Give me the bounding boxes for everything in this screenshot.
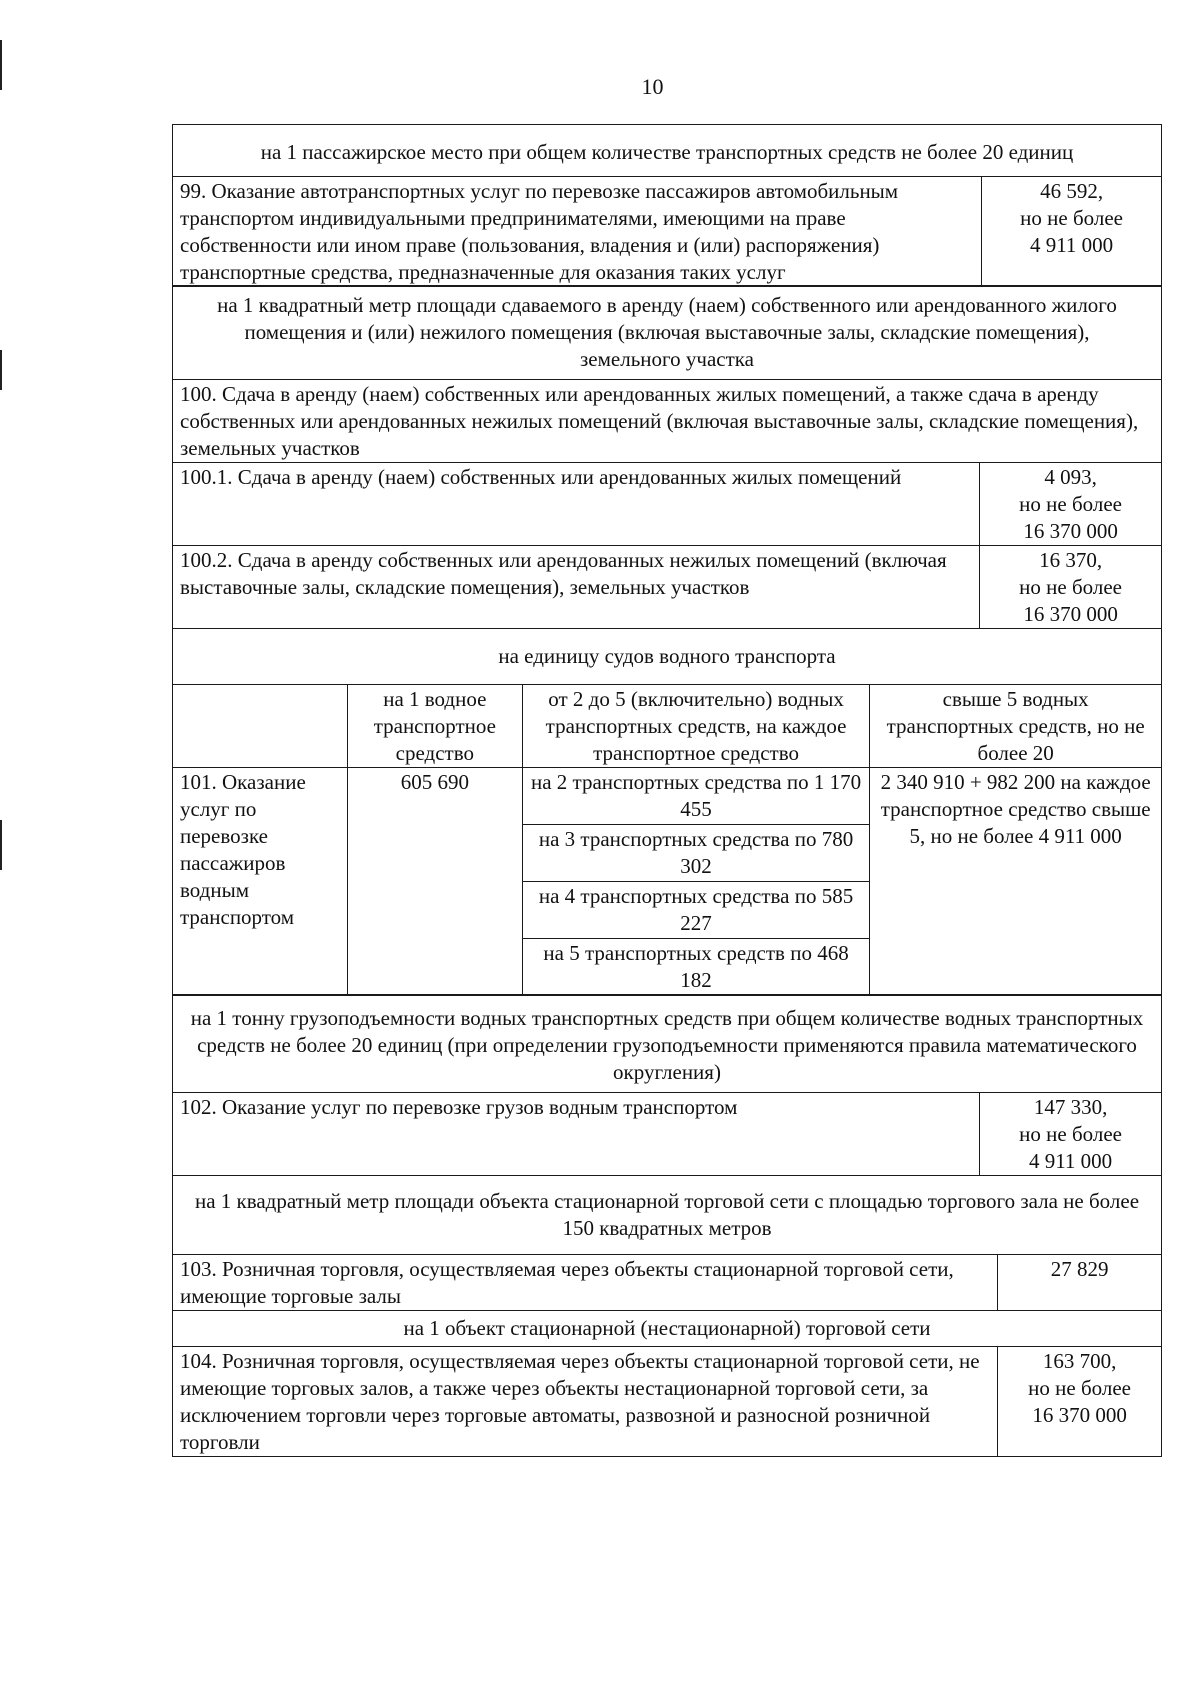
section-header: на единицу судов водного транспорта	[173, 628, 1162, 684]
item-100-1-text: 100.1. Сдача в аренду (наем) собственных или арендованных жилых помещений	[173, 463, 980, 546]
table-row	[173, 177, 1162, 287]
scan-edge-mark	[0, 820, 2, 870]
item-100-text: 100. Сдача в аренду (наем) собственных или арендованных жилых помещений, а также сдача в аренду собственных или арендованных нежилых помещений (включая выставочные залы, складские помещения), земельных участков	[173, 380, 1162, 463]
table-row	[173, 463, 1162, 546]
table-water-passenger	[172, 628, 1162, 996]
item-99-value	[982, 177, 1162, 287]
item-100-1-value	[980, 463, 1162, 546]
value-limit-label: но не более	[1019, 492, 1122, 517]
item-99-text: 99. Оказание автотранспортных услуг по перевозке пассажиров автомобильным транспортом индивидуальными предпринимателями, имеющими на праве собственности или ином праве (пользования, владения и (или) распоряжения) транспортные средства, предназначенные для оказания таких услуг	[173, 177, 982, 287]
page-number: 10	[641, 74, 664, 99]
scan-edge-mark	[0, 350, 2, 390]
item-103-value: 27 829	[998, 1254, 1162, 1310]
value-amount: 147 330,	[1033, 1095, 1108, 1120]
item-104-text: 104. Розничная торговля, осуществляемая через объекты стационарной торговой сети, не имеющие торговых залов, а также через объекты нестационарной торговой сети, за исключением торговли через торговые автоматы, развозной и разносной розничной торговли	[173, 1346, 998, 1456]
section-header: на 1 квадратный метр площади объекта стационарной торговой сети с площадью торгового зала не более 150 квадратных метров	[173, 1175, 1162, 1254]
section-header: на 1 пассажирское место при общем количестве транспортных средств не более 20 единиц	[173, 125, 1162, 177]
item-102-text: 102. Оказание услуг по перевозке грузов водным транспортом	[173, 1093, 980, 1176]
table-water-cargo	[172, 994, 1162, 1176]
item-103-text: 103. Розничная торговля, осуществляемая через объекты стационарной торговой сети, имеющие торговые залы	[173, 1254, 998, 1310]
table-row	[173, 286, 1162, 380]
table-rent	[172, 285, 1162, 629]
table-row	[173, 1093, 1162, 1176]
item-102-value	[980, 1093, 1162, 1176]
item-104-value	[998, 1346, 1162, 1456]
tier-5-value: на 5 транспортных средств по 468 182	[523, 938, 870, 995]
column-header-2-to-5: от 2 до 5 (включительно) водных транспортных средств, на каждое транспортное средство	[522, 684, 870, 767]
item-101-single-value: 605 690	[347, 767, 522, 995]
value-limit: 4 911 000	[1029, 233, 1114, 257]
table-retail	[172, 1175, 1162, 1457]
table-row	[173, 628, 1162, 684]
table-row	[173, 684, 1162, 767]
item-101-text: 101. Оказание услуг по перевозке пассажиров водным транспортом	[173, 767, 348, 995]
table-passenger-auto	[172, 124, 1162, 287]
empty-header-cell	[173, 684, 348, 767]
tier-4-value: на 4 транспортных средства по 585 227	[523, 881, 870, 938]
item-101-over-5-value: 2 340 910 + 982 200 на каждое транспортное средство свыше 5, но не более 4 911 000	[870, 767, 1162, 995]
table-row	[173, 1346, 1162, 1456]
table-row	[173, 1175, 1162, 1254]
item-101-tiers	[522, 767, 870, 995]
table-row	[173, 125, 1162, 177]
value-limit-label: но не более	[1019, 1122, 1122, 1147]
value-limit: 16 370 000	[1023, 602, 1118, 627]
table-row	[173, 995, 1162, 1093]
value-amount: 46 592,	[1040, 179, 1104, 203]
table-row	[173, 380, 1162, 463]
section-header: на 1 квадратный метр площади сдаваемого в аренду (наем) собственного или арендованного жилого помещения и (или) нежилого помещения (включая выставочные залы, складские помещения), земельного участка	[173, 286, 1162, 380]
value-amount: 163 700,	[1042, 1348, 1117, 1373]
table-row	[173, 546, 1162, 629]
value-limit: 4 911 000	[1028, 1149, 1113, 1174]
value-limit-label: но не более	[1019, 575, 1122, 600]
value-limit: 16 370 000	[1032, 1402, 1127, 1427]
tier-3-value: на 3 транспортных средства по 780 302	[523, 824, 870, 881]
table-row	[173, 1310, 1162, 1346]
tax-rate-document	[172, 124, 1162, 1457]
tier-2-value: на 2 транспортных средства по 1 170 455	[530, 769, 862, 821]
table-row	[173, 1254, 1162, 1310]
section-header: на 1 объект стационарной (нестационарной) торговой сети	[173, 1310, 1162, 1346]
item-100-2-value	[980, 546, 1162, 629]
section-header: на 1 тонну грузоподъемности водных транспортных средств при общем количестве водных транспортных средств не более 20 единиц (при определении грузоподъемности применяются правила математического округления)	[173, 995, 1162, 1093]
item-100-2-text: 100.2. Сдача в аренду собственных или арендованных нежилых помещений (включая выставочные залы, складские помещения), земельных участков	[173, 546, 980, 629]
table-row	[173, 767, 1162, 995]
value-amount: 16 370,	[1039, 548, 1103, 573]
value-amount: 4 093,	[1044, 465, 1097, 490]
column-header-single: на 1 водное транспортное средство	[347, 684, 522, 767]
value-limit: 16 370 000	[1023, 519, 1118, 544]
value-limit-label: но не более	[1020, 206, 1123, 230]
value-limit-label: но не более	[1028, 1375, 1131, 1400]
column-header-over-5: свыше 5 водных транспортных средств, но не более 20	[870, 684, 1162, 767]
